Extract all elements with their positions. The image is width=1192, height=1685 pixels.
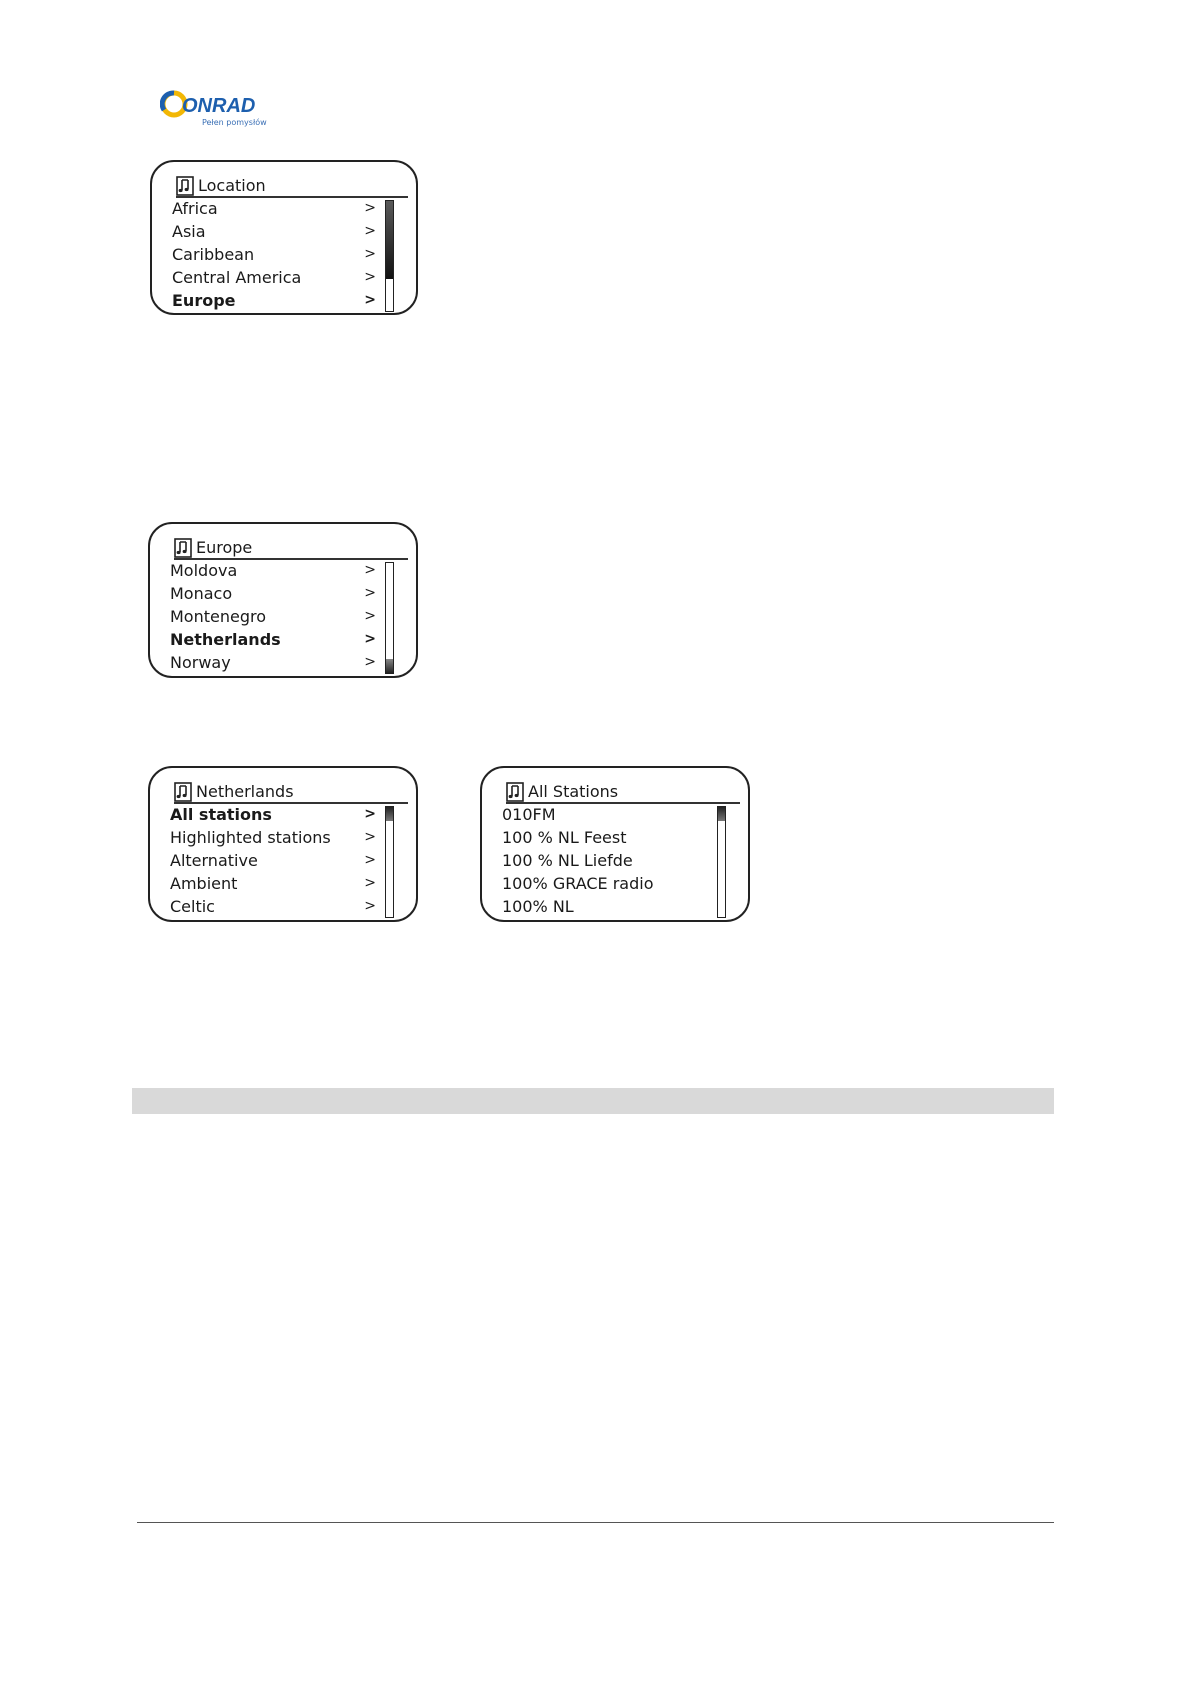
music-note-icon (174, 538, 192, 558)
screen-header (174, 534, 408, 560)
screen-header (174, 778, 408, 804)
scrollbar[interactable] (717, 806, 726, 918)
list-item[interactable] (502, 895, 706, 918)
all-stations-screen (480, 766, 750, 922)
scrollbar-thumb[interactable] (386, 201, 393, 279)
music-note-icon (506, 782, 524, 802)
item-label: Celtic (170, 897, 215, 916)
item-label: Caribbean (172, 245, 255, 264)
scrollbar[interactable] (385, 200, 394, 312)
music-note-icon (174, 782, 192, 802)
item-label: Alternative (170, 851, 258, 870)
list-item[interactable] (170, 559, 374, 582)
chevron-right-icon: > (364, 246, 376, 262)
chevron-right-icon: > (364, 806, 376, 822)
chevron-right-icon: > (364, 223, 376, 239)
list-item-selected[interactable] (170, 628, 374, 651)
list-item[interactable] (172, 243, 374, 266)
location-screen (150, 160, 418, 315)
item-label: Norway (170, 653, 231, 672)
chevron-right-icon: > (364, 585, 376, 601)
logo-tagline: Pełen pomysłów (202, 118, 267, 127)
list-item[interactable] (502, 803, 706, 826)
scrollbar-thumb[interactable] (386, 807, 393, 821)
list-item-selected[interactable] (172, 289, 374, 312)
conrad-logo (160, 90, 290, 130)
chevron-right-icon: > (364, 200, 376, 216)
list-item[interactable] (502, 826, 706, 849)
item-label: Monaco (170, 584, 233, 603)
scrollbar[interactable] (385, 806, 394, 918)
item-label: Europe (172, 291, 236, 310)
item-label: Asia (172, 222, 206, 241)
chevron-right-icon: > (364, 562, 376, 578)
chevron-right-icon: > (364, 829, 376, 845)
chevron-right-icon: > (364, 269, 376, 285)
list-item[interactable] (170, 826, 374, 849)
chevron-right-icon: > (364, 608, 376, 624)
item-label: 100% NL (502, 897, 574, 916)
scrollbar-thumb[interactable] (718, 807, 725, 821)
svg-text:ONRAD: ONRAD (182, 95, 256, 117)
list-item[interactable] (502, 872, 706, 895)
item-label: Africa (172, 199, 218, 218)
list-item[interactable] (172, 197, 374, 220)
item-label: All stations (170, 805, 272, 824)
list-item[interactable] (170, 872, 374, 895)
scrollbar-thumb[interactable] (386, 659, 393, 673)
list-item[interactable] (170, 582, 374, 605)
item-label: Ambient (170, 874, 238, 893)
item-label: 010FM (502, 805, 556, 824)
section-header-bar (132, 1088, 1054, 1114)
list-item[interactable] (170, 895, 374, 918)
scrollbar[interactable] (385, 562, 394, 674)
music-note-icon (176, 176, 194, 196)
item-label: Moldova (170, 561, 238, 580)
list-item[interactable] (170, 849, 374, 872)
item-label: 100% GRACE radio (502, 874, 654, 893)
screen-title: Netherlands (196, 782, 294, 801)
netherlands-screen (148, 766, 418, 922)
item-label: Montenegro (170, 607, 267, 626)
chevron-right-icon: > (364, 875, 376, 891)
list-item-selected[interactable] (170, 803, 374, 826)
chevron-right-icon: > (364, 898, 376, 914)
item-label: Highlighted stations (170, 828, 331, 847)
chevron-right-icon: > (364, 654, 376, 670)
screen-title: Europe (196, 538, 253, 557)
item-label: Central America (172, 268, 302, 287)
list-item[interactable] (170, 651, 374, 674)
screen-header (176, 172, 408, 198)
europe-screen (148, 522, 418, 678)
item-label: 100 % NL Liefde (502, 851, 633, 870)
chevron-right-icon: > (364, 631, 376, 647)
item-label: Netherlands (170, 630, 281, 649)
screen-title: Location (198, 176, 266, 195)
screen-title: All Stations (528, 782, 619, 801)
chevron-right-icon: > (364, 292, 376, 308)
chevron-right-icon: > (364, 852, 376, 868)
list-item[interactable] (170, 605, 374, 628)
screen-header (506, 778, 740, 804)
list-item[interactable] (172, 266, 374, 289)
list-item[interactable] (502, 849, 706, 872)
item-label: 100 % NL Feest (502, 828, 627, 847)
footer-divider (137, 1522, 1054, 1523)
list-item[interactable] (172, 220, 374, 243)
